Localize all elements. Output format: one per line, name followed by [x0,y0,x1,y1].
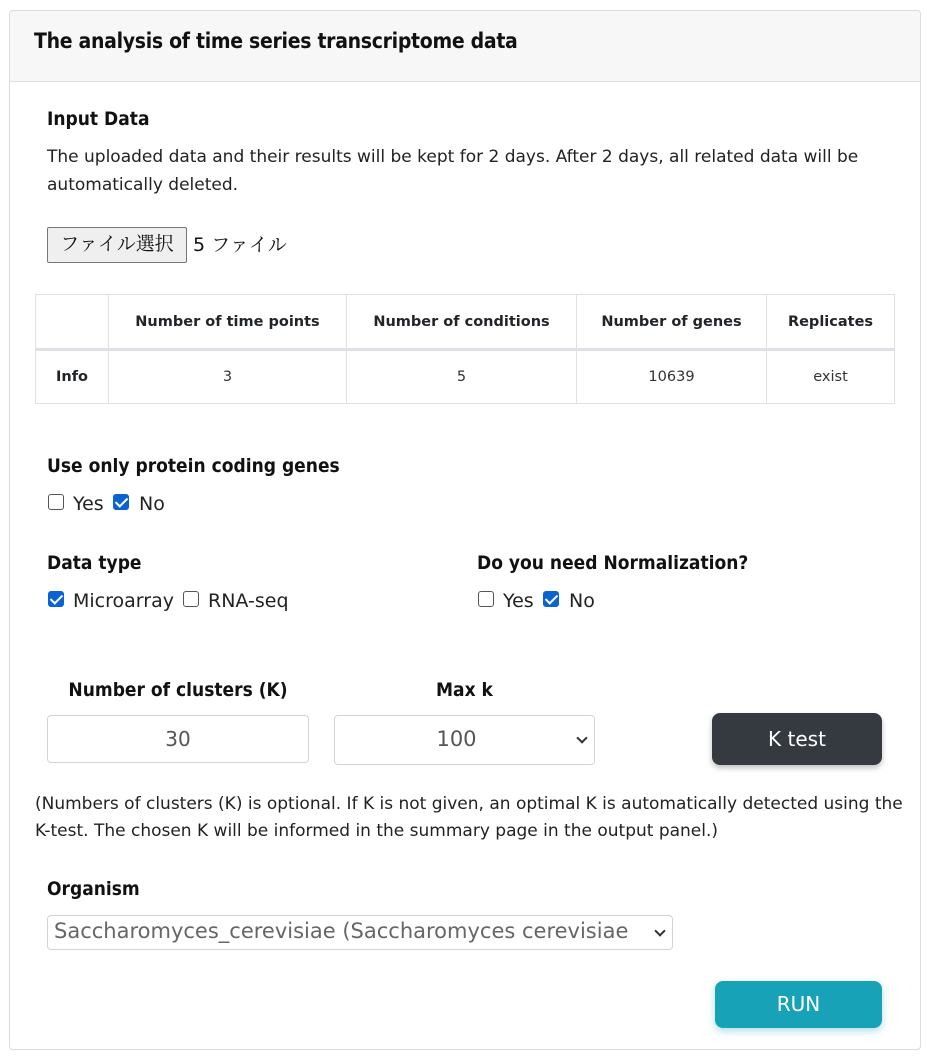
table-header-time-points: Number of time points [109,295,347,350]
max-k-label: Max k [436,679,493,701]
input-data-heading: Input Data [47,108,150,130]
table-header-replicates: Replicates [767,295,895,350]
card-title: The analysis of time series transcriptome data [34,29,518,53]
table-row-label: Info [36,350,109,404]
table-header-empty [36,295,109,350]
clusters-k-label: Number of clusters (K) [68,679,288,701]
data-type-heading: Data type [47,552,142,574]
run-button[interactable]: RUN [715,981,882,1028]
normalization-no-checkbox[interactable] [543,591,559,607]
rna-seq-checkbox[interactable] [183,591,199,607]
file-status: 5 ファイル [193,234,287,256]
normalization-yes-checkbox[interactable] [478,591,494,607]
clusters-note: (Numbers of clusters (K) is optional. If K is not given, an optimal K is automatically detected using the K-test. The chosen K will be informed in the summary page in the output panel.) [35,794,903,841]
table-header-genes: Number of genes [577,295,767,350]
clusters-k-input[interactable] [47,715,309,763]
chevron-down-icon [576,732,587,743]
normalization-heading: Do you need Normalization? [477,552,749,574]
table-header-conditions: Number of conditions [347,295,577,350]
normalization-yes-label: Yes [503,590,534,612]
protein-coding-no-label: No [139,493,165,515]
protein-coding-no-checkbox[interactable] [113,494,129,510]
genes-value: 10639 [577,350,767,404]
organism-heading: Organism [47,878,140,900]
time-points-value: 3 [109,350,347,404]
replicates-value: exist [767,350,895,404]
organism-select[interactable] [47,915,673,950]
k-test-button[interactable]: K test [712,713,882,765]
conditions-value: 5 [347,350,577,404]
max-k-select[interactable] [334,715,595,765]
protein-coding-heading: Use only protein coding genes [47,455,340,477]
protein-coding-yes-checkbox[interactable] [48,494,64,510]
table-row [36,350,895,404]
input-data-description: The uploaded data and their results will be kept for 2 days. After 2 days, all related data will be automatically deleted. [47,147,859,195]
microarray-label: Microarray [73,590,174,612]
organism-selected-value: Saccharomyces_cerevisiae (Saccharomyces cerevisiae [54,919,629,943]
file-select-button[interactable]: ファイル選択 [47,227,187,263]
microarray-checkbox[interactable] [48,591,64,607]
protein-coding-yes-label: Yes [73,493,104,515]
normalization-no-label: No [569,590,595,612]
rna-seq-label: RNA-seq [208,590,289,612]
max-k-value: 100 [436,727,477,751]
info-table [35,294,895,404]
chevron-down-icon [654,925,665,936]
